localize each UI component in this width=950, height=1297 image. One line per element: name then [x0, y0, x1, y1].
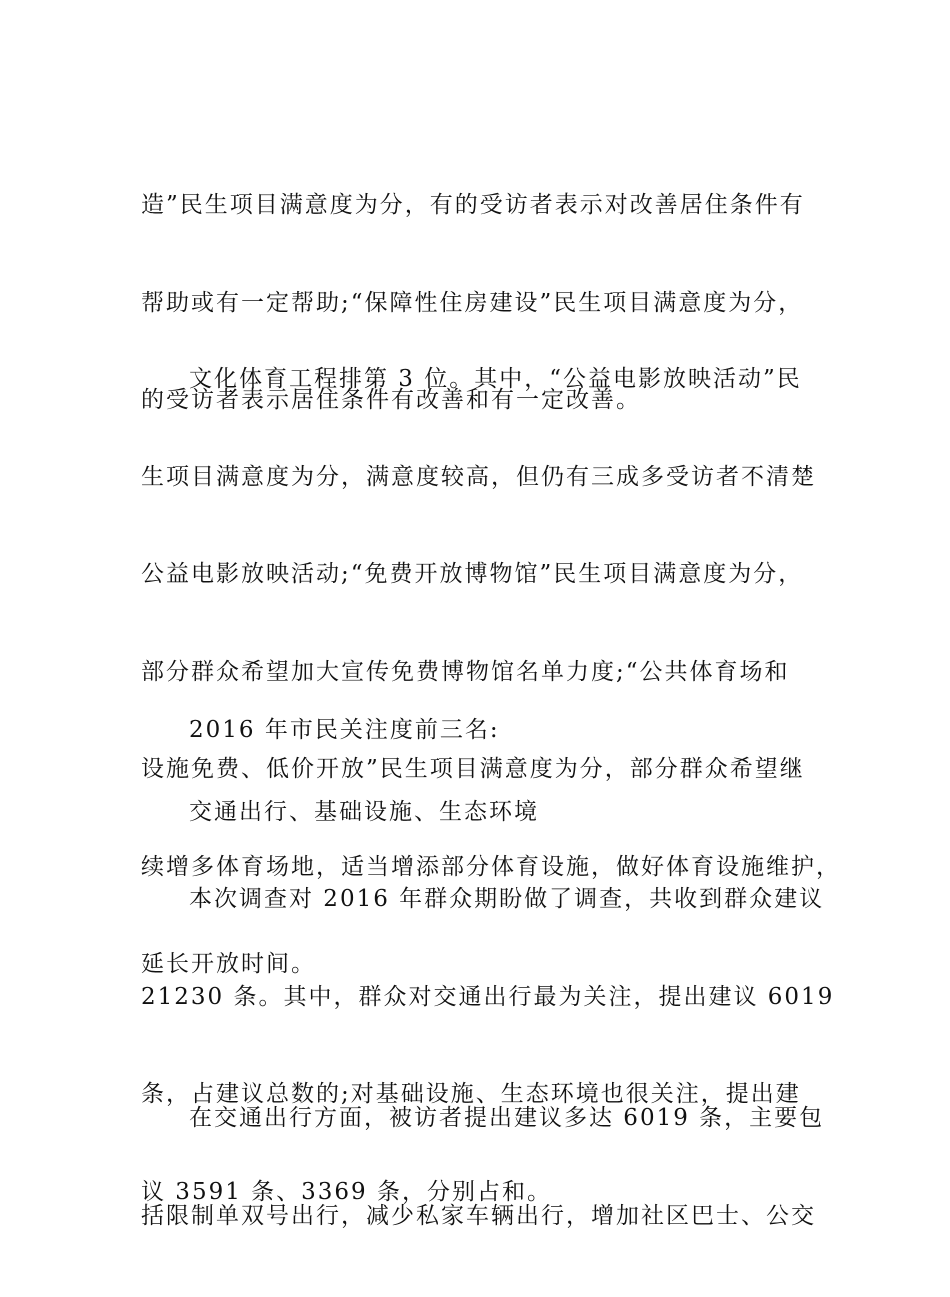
text-line: 续增多体育场地，适当增添部分体育设施，做好体育设施维护， — [141, 853, 841, 880]
text-line: 生项目满意度为分，满意度较高，但仍有三成多受访者不清楚 — [141, 463, 816, 490]
paragraph-transport-suggestions — [141, 1037, 831, 1297]
text-line: 交通出行、基础设施、生态环境 — [189, 799, 539, 825]
text-line: 文化体育工程排第 3 位。其中，“公益电影放映活动”民 — [189, 366, 802, 392]
text-line: 2016 年市民关注度前三名: — [189, 717, 500, 743]
text-line: 设施免费、低价开放”民生项目满意度为分，部分群众希望继 — [141, 756, 805, 782]
text-line: 本次调查对 2016 年群众期盼做了调查，共收到群众建议 — [189, 886, 825, 912]
text-line: 在交通出行方面，被访者提出建议多达 6019 条，主要包 — [189, 1105, 825, 1131]
text-line: 21230 条。其中，群众对交通出行最为关注，提出建议 6019 — [141, 983, 835, 1010]
text-line: 条，占建议总数的;对基础设施、生态环境也很关注，提出建 — [141, 1081, 801, 1107]
text-line: 括限制单双号出行，减少私家车辆出行，增加社区巴士、公交 — [141, 1202, 816, 1229]
text-line: 帮助或有一定帮助;“保障性住房建设”民生项目满意度为分， — [141, 289, 804, 316]
text-line: 部分群众希望加大宣传免费博物馆名单力度;“公共体育场和 — [141, 658, 790, 685]
text-line: 的受访者表示居住条件有改善和有一定改善。 — [141, 387, 641, 413]
text-line: 造”民生项目满意度为分，有的受访者表示对改善居住条件有 — [141, 192, 805, 218]
text-line: 议 3591 条、3369 条，分别占和。 — [141, 1178, 552, 1205]
text-line: 延长开放时间。 — [141, 951, 316, 977]
text-line: 公益电影放映活动;“免费开放博物馆”民生项目满意度为分， — [141, 561, 804, 587]
